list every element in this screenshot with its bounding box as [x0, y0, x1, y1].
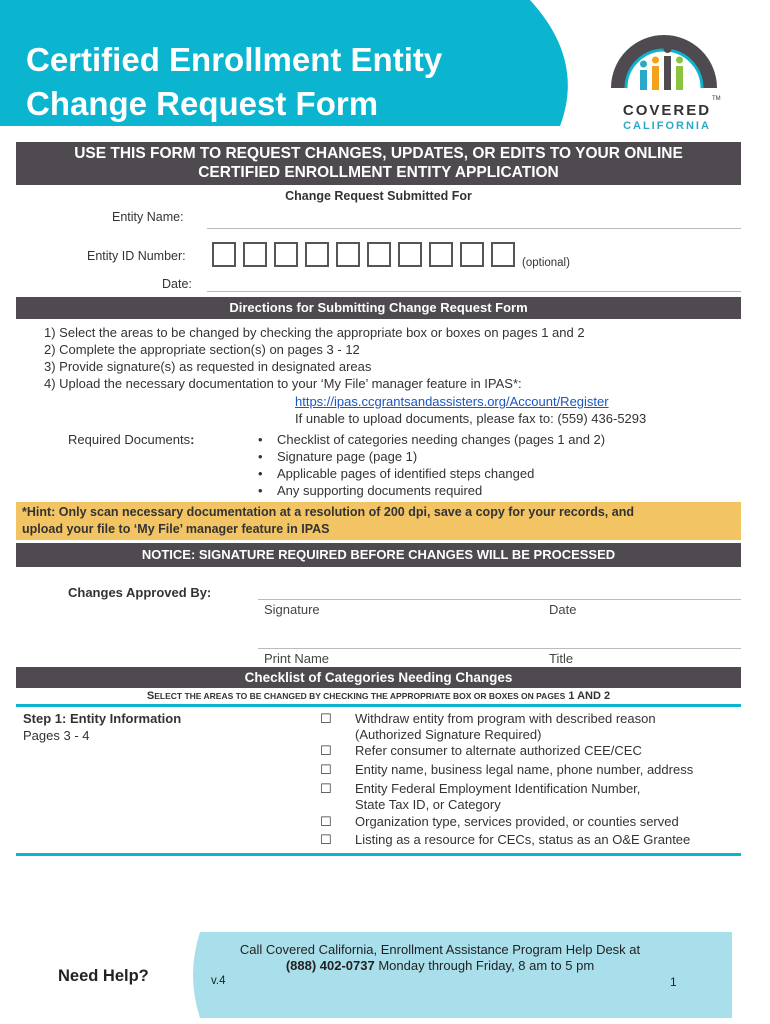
checkbox-entity-name[interactable]: ☐ [320, 762, 332, 777]
signature-line[interactable] [258, 599, 741, 600]
submitted-for-heading: Change Request Submitted For [285, 189, 472, 203]
required-document-text: Signature page (page 1) [277, 449, 418, 464]
page-number: 1 [670, 975, 677, 989]
ipas-register-link[interactable]: https://ipas.ccgrantsandassisters.org/Account/Register [295, 394, 609, 409]
checklist-heading: Checklist of Categories Needing Changes [16, 667, 741, 688]
entity-id-digit-box[interactable] [491, 242, 515, 267]
directions-heading: Directions for Submitting Change Request Form [16, 297, 741, 319]
date-label: Date: [162, 277, 192, 291]
help-call-line: Call Covered California, Enrollment Assistance Program Help Desk at [239, 942, 641, 957]
date-field[interactable] [207, 291, 741, 292]
form-title-line1: Certified Enrollment Entity [26, 41, 443, 78]
entity-name-field[interactable] [207, 228, 741, 229]
step1-pages: Pages 3 - 4 [23, 728, 90, 743]
required-document-text: Applicable pages of identified steps changed [277, 466, 535, 481]
entity-id-label: Entity ID Number: [87, 249, 186, 263]
required-documents-colon: : [190, 432, 195, 447]
checkbox-org-type[interactable]: ☐ [320, 814, 332, 829]
banner-line2: CERTIFIED ENROLLMENT ENTITY APPLICATION [198, 164, 559, 181]
required-documents-label [68, 432, 194, 447]
required-document-item: • Any supporting documents required [258, 483, 483, 498]
entity-name-label: Entity Name: [112, 210, 184, 224]
entity-id-digit-box[interactable] [429, 242, 453, 267]
entity-id-digit-box[interactable] [274, 242, 298, 267]
required-document-item: • Signature page (page 1) [258, 449, 418, 464]
hint-line2: upload your file to ‘My File’ manager feature in IPAS [22, 522, 330, 536]
checklist-item-org-type: Organization type, services provided, or counties served [355, 814, 679, 829]
checklist-item-fein: Entity Federal Employment Identification Number, [355, 781, 641, 796]
checklist-instruction-end: 1 AND 2 [565, 690, 611, 702]
checklist-item-listing: Listing as a resource for CECs, status as an O&E Grantee [355, 832, 691, 847]
form-banner [16, 142, 741, 185]
version-label: v.4 [211, 975, 226, 987]
required-document-item: • Checklist of categories needing changes (pages 1 and 2) [258, 432, 606, 447]
hint-line1: *Hint: Only scan necessary documentation at a resolution of 200 dpi, save a copy for your records, and [22, 505, 634, 519]
entity-id-digit-box[interactable] [367, 242, 391, 267]
help-hours: Monday through Friday, 8 am to 5 pm [374, 958, 595, 973]
print-name-caption: Print Name [264, 651, 330, 666]
entity-id-digit-box[interactable] [212, 242, 236, 267]
checklist-instruction-small: ELECT THE AREAS TO BE CHANGED BY CHECKING THE APPROPRIATE BOX OR BOXES ON PAGES [154, 691, 566, 701]
logo-word-california: CALIFORNIA [623, 120, 711, 132]
entity-id-digit-box[interactable] [243, 242, 267, 267]
checklist-item-fein-cont: State Tax ID, or Category [355, 797, 501, 812]
changes-approved-label: Changes Approved By: [68, 585, 212, 600]
direction-step-4: 4) Upload the necessary documentation to your ‘My File’ manager feature in IPAS*: [44, 376, 522, 391]
checkbox-refer[interactable]: ☐ [320, 743, 332, 758]
required-document-text: Checklist of categories needing changes (pages 1 and 2) [277, 432, 606, 447]
entity-id-optional-note: (optional) [522, 257, 570, 269]
title-caption: Title [549, 651, 574, 666]
checklist-instruction [16, 690, 741, 702]
direction-step-2: 2) Complete the appropriate section(s) on pages 3 - 12 [44, 342, 360, 357]
signature-notice: NOTICE: SIGNATURE REQUIRED BEFORE CHANGES WILL BE PROCESSED [16, 543, 741, 567]
print-name-line[interactable] [258, 648, 741, 649]
checklist-instruction-s: S [146, 690, 155, 702]
date-caption: Date [549, 602, 577, 617]
signature-caption: Signature [264, 602, 320, 617]
checklist-item-entity-name: Entity name, business legal name, phone number, address [355, 762, 694, 777]
banner-line1: USE THIS FORM TO REQUEST CHANGES, UPDATES, OR EDITS TO YOUR ONLINE [74, 145, 683, 162]
fax-instructions: If unable to upload documents, please fax to: (559) 436-5293 [295, 411, 647, 426]
checkbox-listing[interactable]: ☐ [320, 832, 332, 847]
entity-id-digit-box[interactable] [305, 242, 329, 267]
checklist-item-withdraw: Withdraw entity from program with described reason [355, 711, 656, 726]
direction-step-1: 1) Select the areas to be changed by checking the appropriate box or boxes on pages 1 and 2 [44, 325, 585, 340]
help-phone-number: (888) 402-0737 [285, 958, 375, 973]
required-documents-label-text: Required Documents [68, 432, 191, 447]
form-title-line2: Change Request Form [26, 85, 379, 122]
entity-id-digit-box[interactable] [398, 242, 422, 267]
logo-word-covered: COVERED [622, 102, 712, 119]
step1-title: Step 1: Entity Information [23, 711, 182, 726]
checklist-top-rule [16, 704, 741, 707]
help-phone-line [200, 958, 680, 973]
checklist-item-withdraw-note: (Authorized Signature Required) [355, 727, 542, 742]
need-help-label: Need Help? [58, 967, 149, 985]
checklist-item-refer: Refer consumer to alternate authorized CEE/CEC [355, 743, 642, 758]
hint-box [16, 502, 741, 540]
required-document-text: Any supporting documents required [277, 483, 483, 498]
entity-id-digit-box[interactable] [336, 242, 360, 267]
logo-trademark: TM [712, 96, 721, 102]
form-title [26, 38, 546, 126]
required-document-item: • Applicable pages of identified steps changed [258, 466, 535, 481]
checkbox-withdraw[interactable]: ☐ [320, 711, 332, 726]
checklist-bottom-rule [16, 853, 741, 856]
entity-id-digit-box[interactable] [460, 242, 484, 267]
direction-step-3: 3) Provide signature(s) as requested in designated areas [44, 359, 372, 374]
checkbox-fein[interactable]: ☐ [320, 781, 332, 796]
